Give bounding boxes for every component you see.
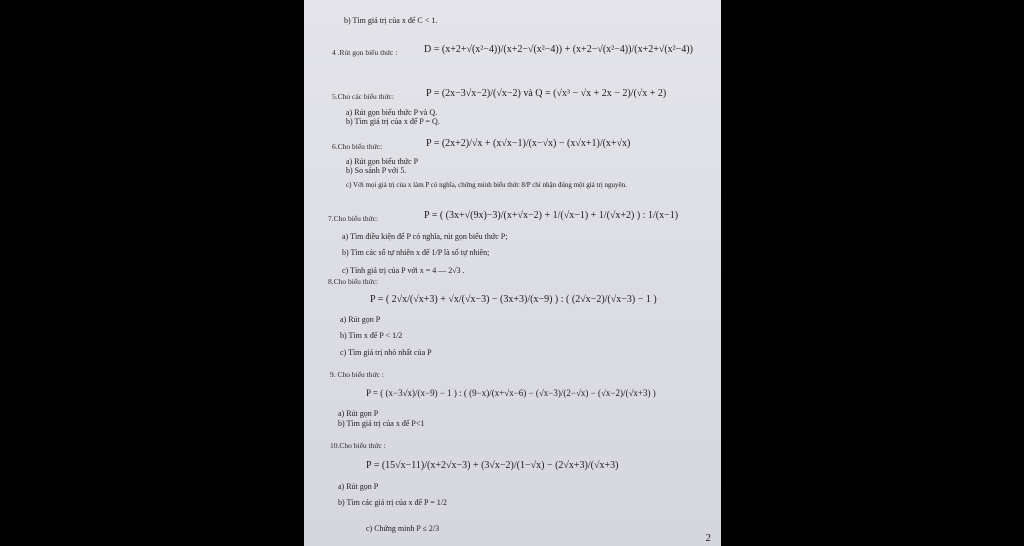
- problem-5-label: 5.Cho các biểu thức:: [332, 92, 394, 101]
- text-line: c) Với mọi giá trị của x làm P có nghĩa, chứng minh biểu thức 8/P chỉ nhận đúng một giá trị nguyên.: [346, 181, 627, 189]
- text-line: c) Tìm giá trị nhỏ nhất của P: [340, 348, 432, 357]
- document-page: [304, 0, 721, 546]
- problem-4-equation: D = (x+2+√(x²−4))/(x+2−√(x²−4)) + (x+2−√(x²−4))/(x+2+√(x²−4)): [424, 44, 693, 55]
- problem-9-equation: P = ( (x−3√x)/(x−9) − 1 ) : ( (9−x)/(x+√x−6) − (√x−3)/(2−√x) − (√x−2)/(√x+3) ): [366, 388, 656, 398]
- text-line: b) Tìm giá trị của x để P = Q.: [346, 117, 440, 126]
- text-line: b) So sánh P với 5.: [346, 166, 407, 175]
- problem-7-equation: P = ( (3x+√(9x)−3)/(x+√x−2) + 1/(√x−1) + 1/(√x+2) ) : 1/(x−1): [424, 210, 679, 221]
- text-line: b) Tìm giá trị của x để P<1: [338, 419, 425, 428]
- text-line: b) Tìm giá trị của x để C < 1.: [344, 16, 438, 25]
- problem-5-equation: P = (2x−3√x−2)/(√x−2) và Q = (√x³ − √x + 2x − 2)/(√x + 2): [426, 88, 667, 99]
- problem-6-equation: P = (2x+2)/√x + (x√x−1)/(x−√x) − (x√x+1)/(x+√x): [426, 138, 631, 149]
- text-line: a) Rút gọn P: [338, 482, 379, 491]
- text-line: c) Tính giá trị của P với x = 4 — 2√3 .: [342, 266, 465, 275]
- problem-9-label: 9. Cho biểu thức :: [330, 370, 384, 379]
- text-line: a) Rút gọn biểu thức P và Q.: [346, 108, 438, 117]
- text-line: a) Rút gọn P: [340, 315, 381, 324]
- problem-10-label: 10.Cho biểu thức :: [330, 441, 386, 450]
- text-line: a) Tìm điều kiện để P có nghĩa, rút gọn biểu thức P;: [342, 232, 508, 241]
- problem-10-equation: P = (15√x−11)/(x+2√x−3) + (3√x−2)/(1−√x) − (2√x+3)/(√x+3): [366, 460, 619, 471]
- problem-8-label: 8.Cho biểu thức:: [328, 277, 379, 286]
- problem-4-label: 4 .Rút gọn biểu thức :: [332, 48, 398, 57]
- page-number: 2: [705, 532, 711, 544]
- problem-7-label: 7.Cho biểu thức:: [328, 214, 379, 223]
- text-line: c) Chứng minh P ≤ 2/3: [366, 524, 440, 533]
- problem-6-label: 6.Cho biểu thức:: [332, 142, 383, 151]
- text-line: a) Rút gọn P: [338, 409, 379, 418]
- problem-8-equation: P = ( 2√x/(√x+3) + √x/(√x−3) − (3x+3)/(x−9) ) : ( (2√x−2)/(√x−3) − 1 ): [370, 294, 657, 305]
- text-line: b) Tìm các giá trị của x để P = 1/2: [338, 498, 447, 507]
- text-line: a) Rút gọn biểu thức P: [346, 157, 419, 166]
- text-line: b) Tìm các số tự nhiên x để 1/P là số tự nhiên;: [342, 248, 490, 257]
- text-line: b) Tìm x để P < 1/2: [340, 331, 403, 340]
